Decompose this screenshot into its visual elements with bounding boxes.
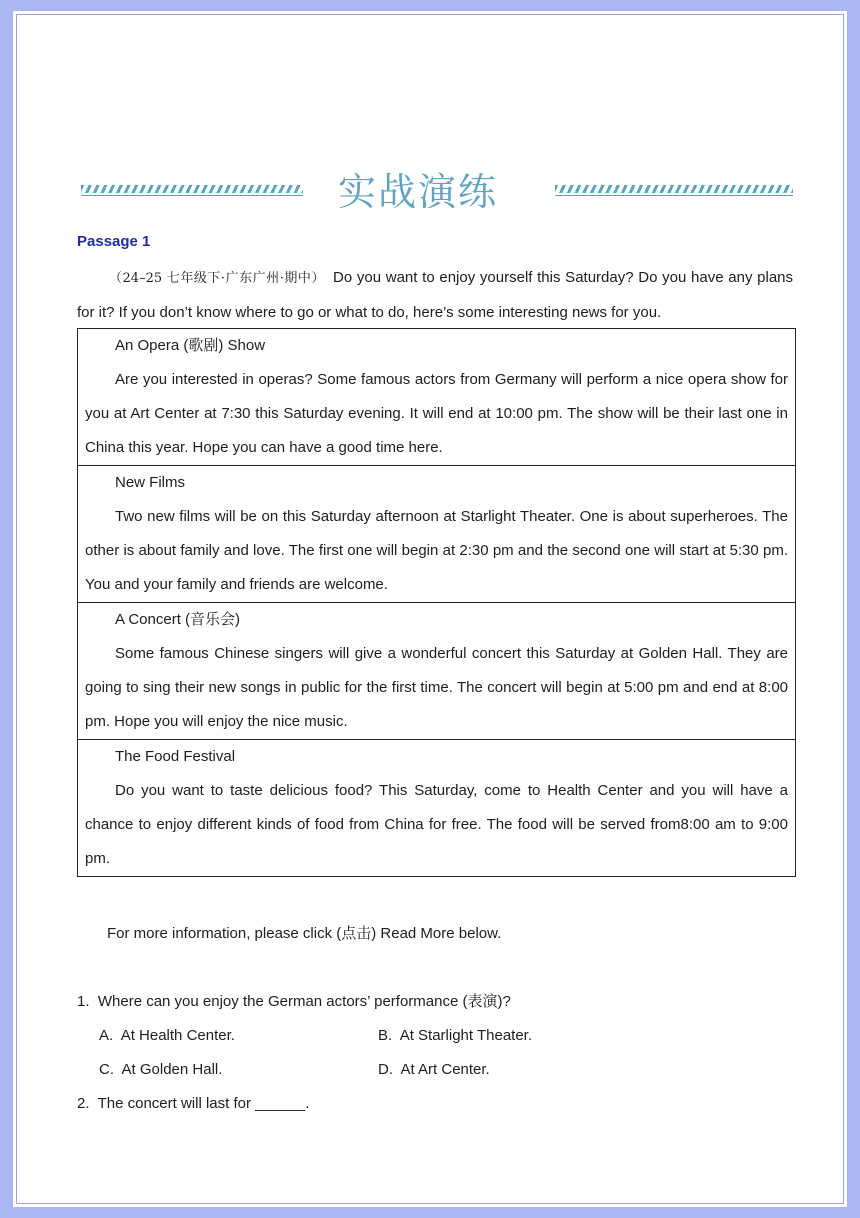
- passage-source: （24–25 七年级下·广东广州·期中）: [109, 271, 325, 286]
- section-title: The Food Festival: [115, 748, 236, 765]
- more-info-text: For more information, please click (点击) Read More below.: [107, 925, 502, 942]
- option-d[interactable]: [378, 1053, 490, 1087]
- option-text: At Starlight Theater.: [399, 1027, 533, 1044]
- option-text: At Art Center.: [400, 1061, 490, 1078]
- news-section-opera: [78, 329, 795, 465]
- question-number: 2.: [77, 1095, 90, 1112]
- option-letter: C.: [99, 1061, 114, 1078]
- news-section-concert: [78, 602, 795, 739]
- option-letter: A.: [99, 1027, 114, 1044]
- section-title: A Concert (音乐会): [115, 611, 241, 628]
- section-title: An Opera (歌剧) Show: [115, 337, 266, 354]
- question-text: Where can you enjoy the German actors’ performance (表演)?: [97, 993, 511, 1010]
- worksheet-page: [13, 11, 847, 1207]
- passage-label: Passage 1: [77, 233, 151, 250]
- option-c[interactable]: [99, 1053, 222, 1087]
- option-text: At Golden Hall.: [121, 1061, 223, 1078]
- section-body: Are you interested in operas? Some famous actors from Germany will perform a nice opera show for you at Art Center at 7:30 this Saturday evening. It will end at 10:00 pm. The show will be their last one in China this year. Hope you can have a good time here.: [85, 371, 788, 456]
- section-body: Two new films will be on this Saturday afternoon at Starlight Theater. One is about superheroes. The other is about family and love. The first one will begin at 2:30 pm and the second one will start at 5:30 pm. You and your family and friends are welcome.: [85, 508, 788, 593]
- section-body: Some famous Chinese singers will give a wonderful concert this Saturday at Golden Hall. They are going to sing their new songs in public for the first time. The concert will begin at 5:00 pm and end at 8:00 pm. Hope you will enjoy the nice music.: [85, 645, 788, 730]
- right-stripe-decoration: [555, 185, 793, 193]
- passage-intro: [77, 261, 793, 330]
- news-table: [77, 328, 796, 877]
- left-stripe-decoration: [81, 185, 303, 193]
- option-letter: B.: [378, 1027, 393, 1044]
- section-title: New Films: [115, 474, 185, 491]
- news-section-food-festival: [78, 739, 795, 876]
- passage-intro-text: Do you want to enjoy yourself this Saturday? Do you have any plans for it? If you don’t know where to go or what to do, here’s some interesting news for you.: [77, 269, 793, 321]
- news-section-films: [78, 465, 795, 602]
- title-banner: [13, 156, 847, 226]
- section-body: Do you want to taste delicious food? This Saturday, come to Health Center and you will have a chance to enjoy different kinds of food from China for free. The food will be served from8:00 am to 9:00 pm.: [85, 782, 788, 867]
- page-title: 实战演练: [337, 170, 498, 214]
- question-text: The concert will last for ______.: [97, 1095, 310, 1112]
- option-text: At Health Center.: [120, 1027, 235, 1044]
- question-1: [77, 985, 511, 1019]
- question-number: 1.: [77, 993, 90, 1010]
- option-a[interactable]: [99, 1019, 235, 1053]
- option-b[interactable]: [378, 1019, 532, 1053]
- question-2: [77, 1087, 309, 1121]
- option-letter: D.: [378, 1061, 393, 1078]
